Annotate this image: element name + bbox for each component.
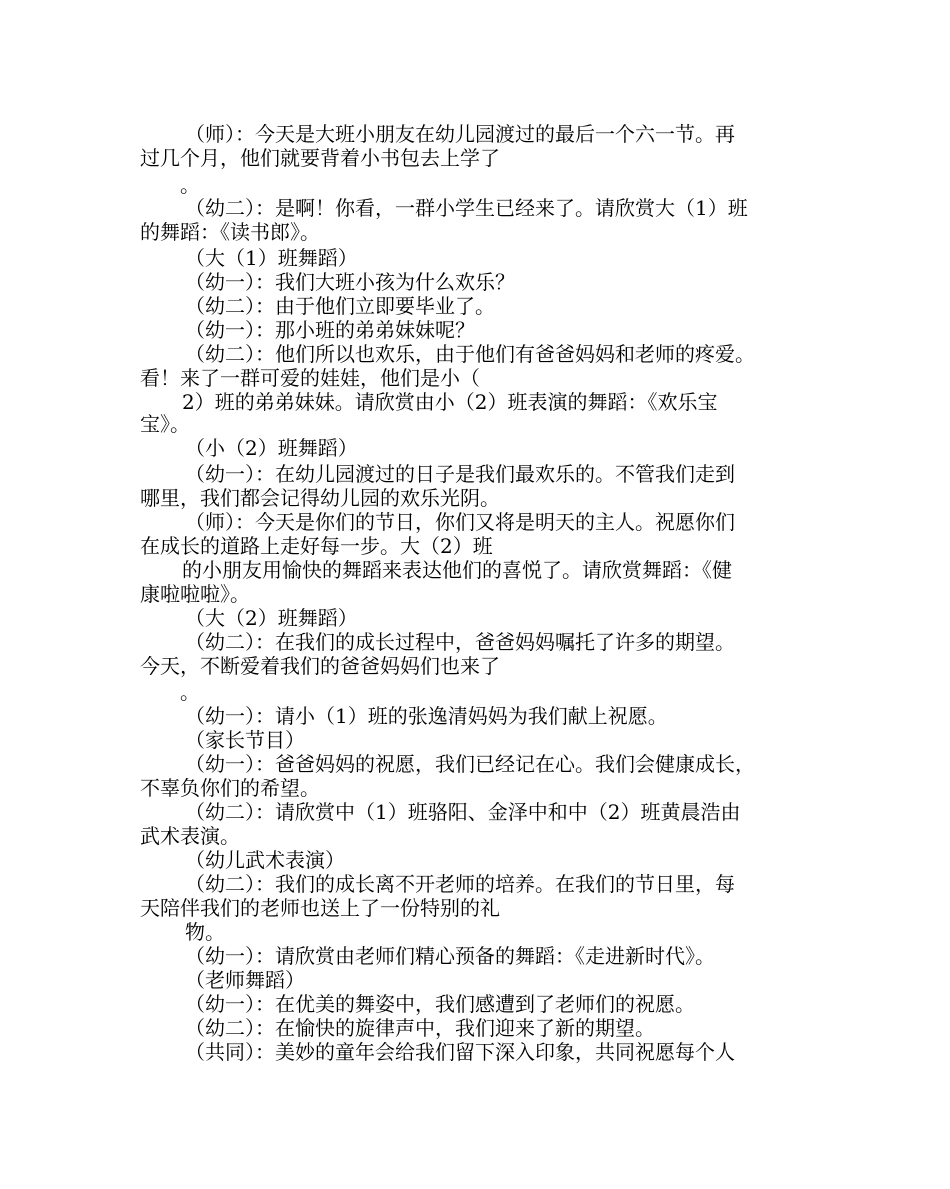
text-line: （大（1）班舞蹈）	[185, 246, 358, 270]
text-line: （共同）：美妙的童年会给我们留下深入印象，共同祝愿每个人	[185, 1040, 735, 1064]
text-line: 宝》。	[140, 412, 190, 436]
text-line: （幼一）：我们大班小孩为什么欢乐？	[185, 270, 515, 294]
text-line: 的舞蹈：《读书郎》。	[140, 220, 320, 244]
text-line: （幼二）：是啊！你看，一群小学生已经来了。请欣赏大（1）班	[185, 196, 748, 220]
text-line: （幼儿武术表演）	[185, 848, 345, 872]
text-line: 2）班的弟弟妹妹。请欣赏由小（2）班表演的舞蹈：《欢乐宝	[182, 390, 718, 414]
text-line: （幼一）：爸爸妈妈的祝愿，我们已经记在心。我们会健康成长，	[185, 752, 755, 776]
text-line: 过几个月，他们就要背着小书包去上学了	[140, 146, 500, 170]
text-line: 。	[180, 173, 200, 197]
text-line: （幼一）：请欣赏由老师们精心预备的舞蹈：《走进新时代》。	[185, 944, 715, 968]
text-line: （幼二）：在愉快的旋律声中，我们迎来了新的期望。	[185, 1016, 655, 1040]
text-line: （幼二）：请欣赏中（1）班骆阳、金泽中和中（2）班黄晨浩由	[185, 800, 741, 824]
text-line: （家长节目）	[185, 728, 305, 752]
text-line: （小（2）班舞蹈）	[185, 436, 358, 460]
text-line: 。	[180, 680, 200, 704]
text-line: （幼一）：在优美的舞姿中，我们感遭到了老师们的祝愿。	[185, 992, 695, 1016]
text-line: （师）：今天是你们的节日，你们又将是明天的主人。祝愿你们	[185, 510, 735, 534]
text-line: （幼一）：请小（1）班的张逸清妈妈为我们献上祝愿。	[185, 704, 668, 728]
text-line: 今天，不断爱着我们的爸爸妈妈们也来了	[140, 654, 500, 678]
text-line: 在成长的道路上走好每一步。大（2）班	[140, 534, 493, 558]
text-line: 康啦啦啦》。	[140, 582, 250, 606]
text-line: 的小朋友用愉快的舞蹈来表达他们的喜悦了。请欣赏舞蹈：《健	[182, 558, 732, 582]
text-line: 哪里，我们都会记得幼儿园的欢乐光阴。	[140, 486, 500, 510]
text-line: 武术表演。	[140, 824, 240, 848]
text-line: 不辜负你们的希望。	[140, 776, 320, 800]
text-line: （幼二）：在我们的成长过程中，爸爸妈妈嘱托了许多的期望。	[185, 630, 735, 654]
text-line: 天陪伴我们的老师也送上了一份特别的礼	[140, 896, 500, 920]
text-line: （大（2）班舞蹈）	[185, 606, 358, 630]
text-line: 物。	[185, 920, 225, 944]
text-line: （师）：今天是大班小朋友在幼儿园渡过的最后一个六一节。再	[185, 122, 735, 146]
text-line: （幼二）：由于他们立即要毕业了。	[185, 294, 495, 318]
text-line: （幼一）：那小班的弟弟妹妹呢？	[185, 318, 475, 342]
text-line: （幼二）：他们所以也欢乐，由于他们有爸爸妈妈和老师的疼爱。	[185, 342, 755, 366]
text-line: （幼二）：我们的成长离不开老师的培养。在我们的节日里，每	[185, 872, 735, 896]
text-line: 看！来了一群可爱的娃娃，他们是小（	[140, 366, 480, 390]
text-line: （老师舞蹈）	[185, 968, 305, 992]
text-line: （幼一）：在幼儿园渡过的日子是我们最欢乐的。不管我们走到	[185, 462, 735, 486]
